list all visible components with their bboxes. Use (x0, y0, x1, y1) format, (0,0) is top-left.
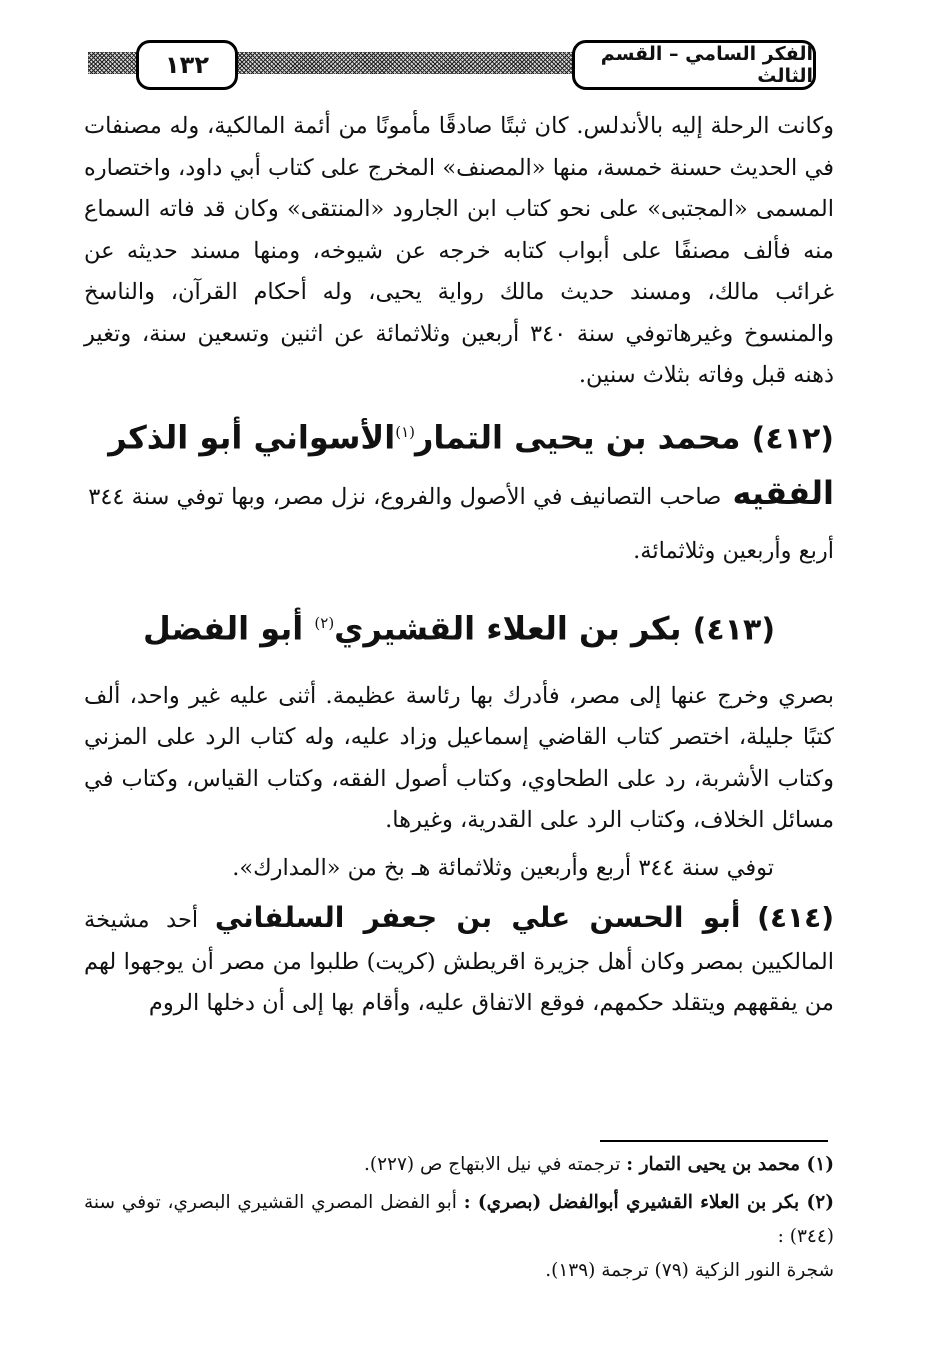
footnote-2-text: أبو الفضل المصري القشيري البصري، توفي سنة (٣٤٤) : (84, 1192, 834, 1247)
footnote-1 (84, 1148, 834, 1182)
footnote-1-label: (١) محمد بن يحيى التمار : (626, 1154, 834, 1175)
footnote-separator (600, 1140, 828, 1142)
entry-412-heading (84, 405, 834, 575)
entry-414-name: أبو الحسن علي بن جعفر السلفاني (214, 901, 741, 935)
entry-413-name: بكر بن العلاء القشيري (334, 609, 682, 648)
entry-414-text: المالكيين بمصر وكان أهل جزيرة اقريطش (كريت) طلبوا من مصر أن يوجهوا لهم من يفقههم ويتقلد حكمهم، فوقع الاتفاق عليه، وأقام بها إلى أن دخلها الروم (84, 948, 834, 1017)
main-text (84, 106, 834, 1025)
entry-412-number: (٤١٢) (751, 421, 834, 457)
entry-413-number: (٤١٣) (692, 612, 776, 648)
entry-413-death: توفي سنة ٣٤٤ أربع وأربعين وثلاثمائة هـ بخ من «المدارك». (232, 854, 774, 881)
entry-412-name: محمد بن يحيى التمار (414, 418, 741, 457)
footnote-2 (84, 1186, 834, 1254)
entry-412-name-cont: الأسواني أبو الذكر الفقيه (108, 418, 834, 513)
footnote-ref-2: (٢) (314, 614, 335, 633)
paragraph-continued: وكانت الرحلة إليه بالأندلس. كان ثبتًا صادقًا مأمونًا من أئمة المالكية، وله مصنفات في الحديث حسنة خمسة، منها «المصنف» المخرج على كتاب أبي داود، واختصاره المسمى «المجتبى» على نحو كتاب ابن الجارود «المنتقى» وكان قد فاته السماع منه فألف مصنفًا على أبواب كتابه خرجه عن شيوخه، ومنها مسند حديثه عن غرائب مالك، ومسند حديث مالك رواية يحيى، وله أحكام القرآن، والناسخ والمنسوخ وغيرهاتوفي سنة ٣٤٠ أربعين وثلاثمائة عن اثنين وتسعين سنة، وتغير ذهنه قبل وفاته بثلاث سنين. (84, 113, 834, 388)
entry-413-text: بصري وخرج عنها إلى مصر، فأدرك بها رئاسة عظيمة. أثنى عليه غير واحد، ألف كتبًا جليلة، اختصر كتاب القاضي إسماعيل وزاد عليه، وله كتاب الرد على المزني وكتاب الأشربة، رد على الطحاوي، وكتاب أصول الفقه، وكتاب القياس، وكتاب في مسائل الخلاف، وكتاب الرد على القدرية، وغيرها. (84, 682, 834, 834)
entry-413-name-cont: أبو الفضل (142, 609, 304, 648)
page-number: ١٣٢ (136, 40, 238, 90)
footnote-2-label: (٢) بكر بن العلاء القشيري أبوالفضل (بصري) : (463, 1192, 834, 1213)
entry-414-text-first: أحد مشيخة (84, 907, 199, 934)
entry-414-paragraph (84, 897, 834, 1025)
footnote-2-source: شجرة النور الزكية (٧٩) ترجمة (١٣٩). (545, 1260, 834, 1281)
entry-413-heading (84, 596, 834, 658)
entry-414-number: (٤١٤) (757, 901, 835, 935)
entry-412-text: صاحب التصانيف في الأصول والفروع، نزل مصر، وبها توفي سنة ٣٤٤ أربع وأربعين وثلاثمائة. (88, 484, 834, 565)
footnotes (84, 1148, 834, 1288)
page-header (88, 40, 816, 92)
running-title: الفكر السامي – القسم الثالث (572, 40, 816, 90)
footnote-ref-1: (١) (395, 422, 415, 441)
footnote-1-text: ترجمته في نيل الابتهاج ص (٢٢٧). (363, 1154, 621, 1175)
